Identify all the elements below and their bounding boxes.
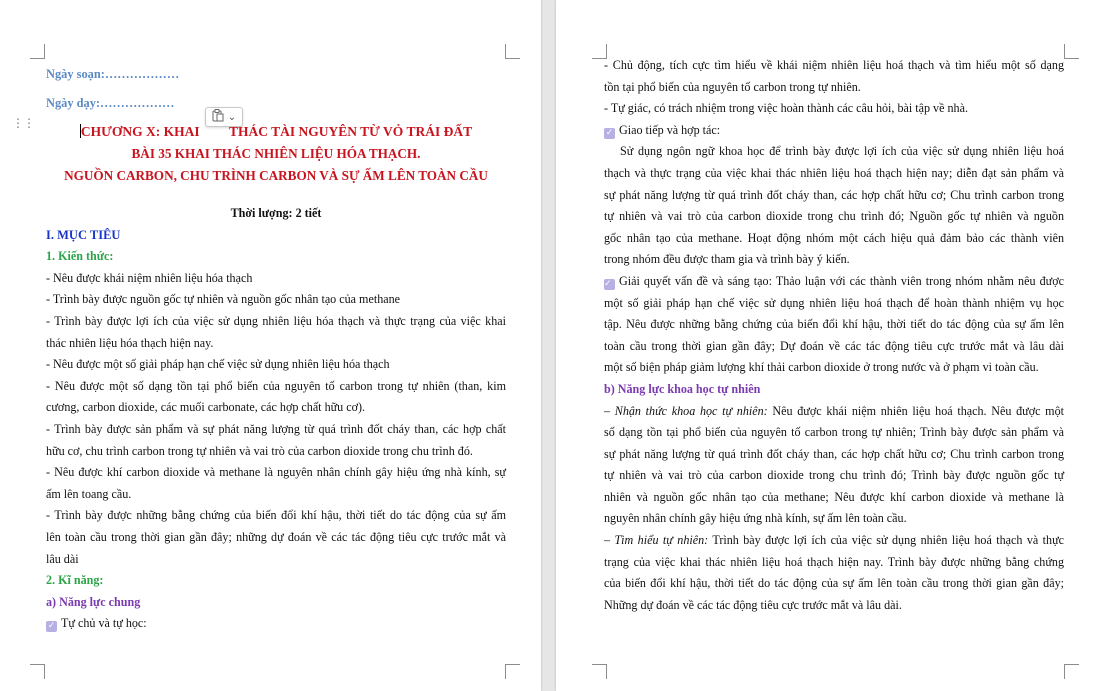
paragraph-line: – Nhận thức khoa học tự nhiên: Nêu được khái niệm nhiên liệu hoá thạch. Nêu được một <box>604 403 1064 418</box>
subsection-skills: 2. Kĩ năng: <box>46 573 104 588</box>
knowledge-item-cont: cương, carbon dioxide, các muối carbonate, các hợp chất hữu cơ). <box>46 400 366 415</box>
paragraph-line: - Tự giác, có trách nhiệm trong việc hoàn thành các câu hỏi, bài tập về nhà. <box>604 101 968 116</box>
paragraph-line: sự phát năng lượng từ quá trình đốt cháy than, các hợp chất hữu cơ; Chu trình carbon trong <box>604 187 1064 202</box>
knowledge-item: - Nêu được một số dạng tồn tại phổ biến của nguyên tố carbon trong tự nhiên (than, kim <box>46 378 506 393</box>
knowledge-item: - Trình bày được những bằng chứng của biến đổi khí hậu, thời tiết do tác động của sự ấm <box>46 508 506 523</box>
paragraph-line: gốc nhân tạo của methane. Hoạt động nhóm một cách hiệu quả đảm bảo các thành viên <box>604 230 1064 245</box>
chevron-down-icon: ⌄ <box>227 111 237 123</box>
knowledge-item: - Trình bày được sản phẩm và sự phát năng lượng từ quá trình đốt cháy than, các hợp chất <box>46 421 506 436</box>
knowledge-item: - Trình bày được nguồn gốc tự nhiên và nguồn gốc nhân tạo của methane <box>46 292 401 307</box>
crop-mark-bottom-left <box>30 664 45 679</box>
paragraph-line: nhiên và nguồn gốc nhân tạo của methane; Nêu được khí carbon dioxide và methane là <box>604 489 1064 504</box>
paragraph-line: tự nhiên và vai trò của carbon dioxide trong chu trình đó; Trình bày được nguồn gốc tự <box>604 468 1064 483</box>
knowledge-item: - Nêu được khái niệm nhiên liệu hóa thạch <box>46 270 253 285</box>
knowledge-item: - Nêu được khí carbon dioxide và methane là nguyên nhân chính gây hiệu ứng nhà kính, sự <box>46 465 506 480</box>
checkbox-checked-icon[interactable]: ✓ <box>604 279 615 290</box>
paragraph-line: Sử dụng ngôn ngữ khoa học để trình bày được lợi ích của việc sử dụng nhiên liệu hoá <box>620 144 1064 159</box>
crop-mark-top-left <box>30 44 45 59</box>
paragraph-line: số dạng tồn tại phổ biến của nguyên tố carbon trong tự nhiên; Trình bày được sản phẩm và <box>604 425 1064 440</box>
knowledge-item: - Nêu được một số giải pháp hạn chế việc sử dụng nhiên liệu hóa thạch <box>46 357 390 372</box>
checkbox-checked-icon[interactable]: ✓ <box>605 127 614 138</box>
paragraph-line: - Chủ động, tích cực tìm hiểu về khái niệm nhiên liệu hoá thạch và tìm hiểu một số dạng <box>604 58 1064 72</box>
self-study-item: ✓ Tự chủ và tự học: <box>47 616 147 632</box>
document-page-left[interactable] <box>0 0 541 691</box>
paragraph-line: trong nhóm đều được tham gia và trình bày ý kiến. <box>604 252 850 267</box>
knowledge-item-cont: lâu dài <box>46 551 79 566</box>
date-teach: Ngày dạy:……………… <box>46 96 175 110</box>
paragraph-line: của biến đổi khí hậu, thời tiết do tác động của sự ấm lên toàn cầu trong thời gian gần đây; <box>604 576 1064 591</box>
right-page-content <box>604 55 1064 616</box>
knowledge-item-cont: lên toàn cầu trong thời gian gần đây; những dự đoán về các tác động tiêu cực trước mắt và <box>46 529 506 544</box>
paragraph-line: tồn tại phổ biến của nguyên tố carbon trong tự nhiên. <box>604 79 861 94</box>
crop-mark-bottom-right <box>1064 664 1079 679</box>
knowledge-item-cont: ấm lên toang cầu. <box>46 486 132 501</box>
paragraph-line: tự nhiên và vai trò của carbon dioxide trong chu trình đó; Nguồn gốc tự nhiên và nguồn <box>604 209 1064 224</box>
crop-mark-bottom-left <box>592 664 607 679</box>
subsection-general-competence: a) Năng lực chung <box>46 594 141 609</box>
document-page-right[interactable] <box>556 0 1102 691</box>
paragraph-line: sự phát năng lượng từ quá trình đốt cháy than, các hợp chất hữu cơ; Chu trình carbon trong <box>604 446 1064 461</box>
left-page-content <box>46 60 506 635</box>
section-objectives: I. MỤC TIÊU <box>46 227 121 242</box>
paragraph-line: thạch và thực trạng của việc khai thác nhiên liệu hoá thạch hiện nay; diễn đạt sản phẩm và <box>604 165 1064 180</box>
knowledge-item-cont: thác nhiên liệu hóa thạch hiện nay. <box>46 335 214 350</box>
chapter-title: CHƯƠNG X: KHAI THÁC TÀI NGUYÊN TỪ VỎ TRÁI ĐẤT <box>80 124 473 139</box>
paragraph-line: – Tìm hiểu tự nhiên: Trình bày được lợi ích của việc sử dụng nhiên liệu hoá thạch và thực <box>604 533 1064 548</box>
paragraph-line: tập. Nêu được những bằng chứng của biến đổi khí hậu, thời tiết do tác động của sự ấm lên <box>604 317 1064 332</box>
crop-mark-top-right <box>1064 44 1079 59</box>
subsection-natural-science: b) Năng lực khoa học tự nhiên <box>604 381 761 396</box>
subsection-knowledge: 1. Kiến thức: <box>46 249 114 264</box>
paragraph-line: nguyên nhân chính gây hiệu ứng nhà kính, sự ấm lên toàn cầu. <box>604 511 907 526</box>
lesson-title: BÀI 35 KHAI THÁC NHIÊN LIỆU HÓA THẠCH. <box>131 146 421 161</box>
knowledge-item: - Trình bày được lợi ích của việc sử dụng nhiên liệu hóa thạch và thực trạng của việc khai <box>46 313 506 328</box>
paragraph-line: trạng của việc khai thác nhiên liệu hoá thạch hiện nay. Trình bày được những bằng chứng <box>604 554 1064 569</box>
paragraph-line: toàn cầu trong thời gian gần đây; Dự đoán về các tác động tiêu cực trước mắt và lâu dài <box>604 338 1064 353</box>
problem-solving-item: ✓ Giải quyết vấn đề và sáng tạo: Thảo luận với các thành viên trong nhóm nhằm nêu được <box>604 273 1064 289</box>
communication-item: ✓ Giao tiếp và hợp tác: <box>605 122 721 138</box>
checkbox-checked-icon[interactable]: ✓ <box>47 621 56 632</box>
crop-mark-bottom-right <box>505 664 520 679</box>
duration: Thời lượng: 2 tiết <box>230 206 322 220</box>
paragraph-line: một số biện pháp giảm lượng khí thải carbon dioxide ở trong nước và ở phạm vi toàn cầu. <box>604 360 1039 375</box>
paragraph-line: Những dự đoán về các tác động tiêu cực trước mắt và lâu dài. <box>604 597 902 612</box>
paragraph-line: một số giải pháp hạn chế việc sử dụng nhiên liệu hoá thạch để hoàn thành nhiệm vụ học <box>604 295 1064 310</box>
drag-handle-icon[interactable]: ⋮⋮ <box>12 116 34 130</box>
crop-mark-top-right <box>505 44 520 59</box>
knowledge-item-cont: hữu cơ, chu trình carbon trong tự nhiên và vai trò của carbon dioxide trong chu trình đó. <box>46 443 473 458</box>
date-compose: Ngày soạn:……………… <box>46 67 180 81</box>
lesson-subtitle: NGUỒN CARBON, CHU TRÌNH CARBON VÀ SỰ ẤM LÊN TOÀN CẦU <box>64 168 488 183</box>
